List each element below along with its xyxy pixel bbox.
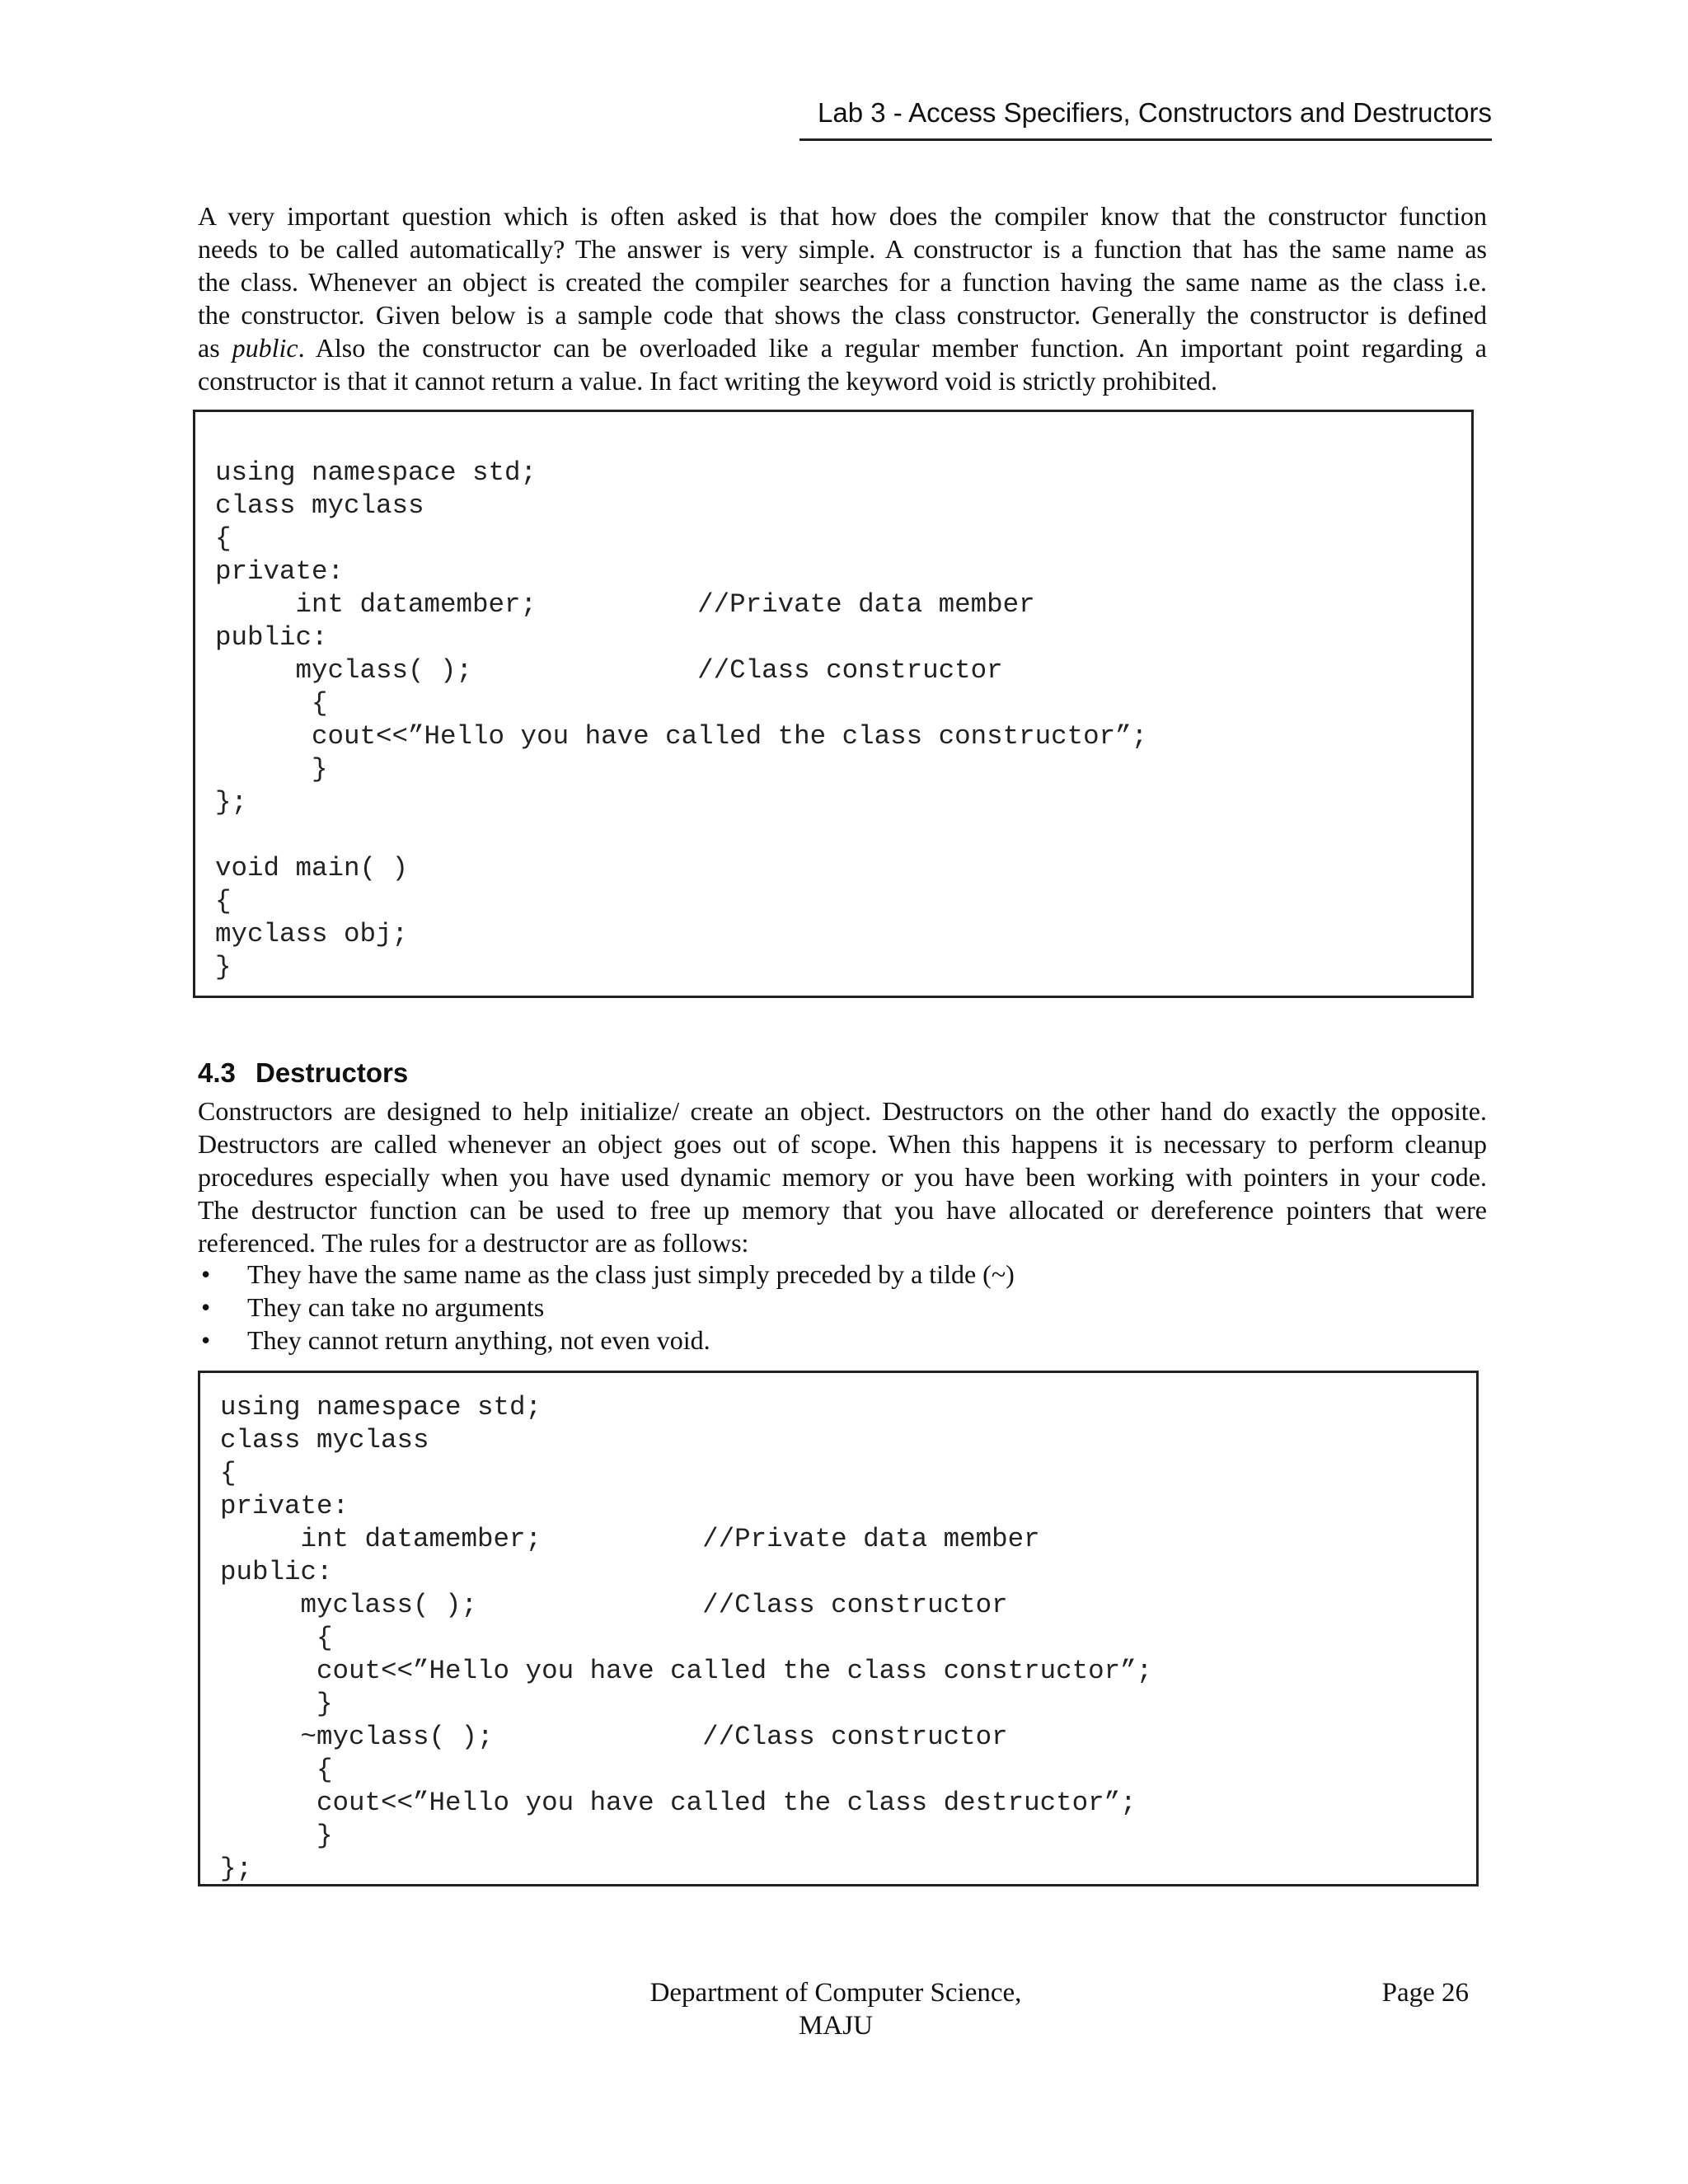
- intro-line-5: [198, 331, 1487, 364]
- list-item: [198, 1324, 1015, 1357]
- intro-line-3: the class. Whenever an object is created the compiler searches for a function having the same name as the class i.e.: [198, 267, 1487, 297]
- bullet-icon: •: [201, 1292, 211, 1322]
- intro-line-2: needs to be called automatically? The answer is very simple. A constructor is a function that has the same name as: [198, 234, 1487, 264]
- destructor-rules-list: [198, 1258, 1015, 1357]
- section-heading: [198, 1057, 408, 1089]
- list-item: [198, 1258, 1015, 1291]
- intro-line-6: constructor is that it cannot return a value. In fact writing the keyword void is strictly prohibited.: [198, 366, 1218, 396]
- footer-department-line-2: MAJU: [799, 2011, 873, 2041]
- destructor-line-2: Destructors are called whenever an object goes out of scope. When this happens it is necessary to perform cleanup: [198, 1129, 1487, 1159]
- destructor-line-1: Constructors are designed to help initialize/ create an object. Destructors on the other hand do exactly the opposite.: [198, 1096, 1487, 1126]
- section-number: 4.3: [198, 1057, 236, 1088]
- intro-paragraph: [198, 199, 1487, 397]
- rule-text: They can take no arguments: [247, 1292, 545, 1322]
- bullet-icon: •: [201, 1259, 211, 1289]
- constructor-code-box: [193, 410, 1474, 998]
- intro-line-5-prefix: as: [198, 333, 232, 363]
- bullet-icon: •: [201, 1325, 211, 1355]
- destructor-code: using namespace std; class myclass { private: int datamember; //Private data member public: myclass( ); //Class constructor { cout<<”Hello you have called the class constructor”; } ~myclass( ); //Class constructor { cout<<”Hello you have called the class destructor”; } };: [220, 1392, 1153, 1884]
- destructor-paragraph: [198, 1094, 1487, 1259]
- intro-line-5-rest: . Also the constructor can be overloaded like a regular member function. An important point regarding a: [298, 333, 1488, 363]
- constructor-code: using namespace std; class myclass { private: int datamember; //Private data member public: myclass( ); //Class constructor { cout<<”Hello you have called the class constructor”; } }; void main( ) { myclass obj; }: [215, 457, 1148, 982]
- intro-line-4: the constructor. Given below is a sample code that shows the class constructor. Generally the constructor is defined: [198, 300, 1487, 330]
- footer-page-number: Page 26: [1381, 1978, 1469, 2008]
- rule-text: They cannot return anything, not even void.: [247, 1325, 710, 1355]
- destructor-line-5: referenced. The rules for a destructor are as follows:: [198, 1228, 749, 1258]
- section-title: Destructors: [256, 1057, 409, 1088]
- list-item: [198, 1291, 1015, 1324]
- footer-department-line-1: Department of Computer Science,: [649, 1978, 1022, 2008]
- destructor-line-4: The destructor function can be used to free up memory that you have allocated or dereference pointers that were: [198, 1195, 1487, 1225]
- destructor-code-box: [198, 1371, 1479, 1886]
- rule-text: They have the same name as the class just simply preceded by a tilde (~): [247, 1259, 1015, 1289]
- intro-line-1: A very important question which is often asked is that how does the compiler know that the constructor function: [198, 201, 1487, 231]
- destructor-line-3: procedures especially when you have used dynamic memory or you have been working with pointers in your code.: [198, 1162, 1487, 1192]
- page-header-title: Lab 3 - Access Specifiers, Constructors and Destructors: [799, 97, 1492, 141]
- public-keyword: public: [232, 333, 298, 363]
